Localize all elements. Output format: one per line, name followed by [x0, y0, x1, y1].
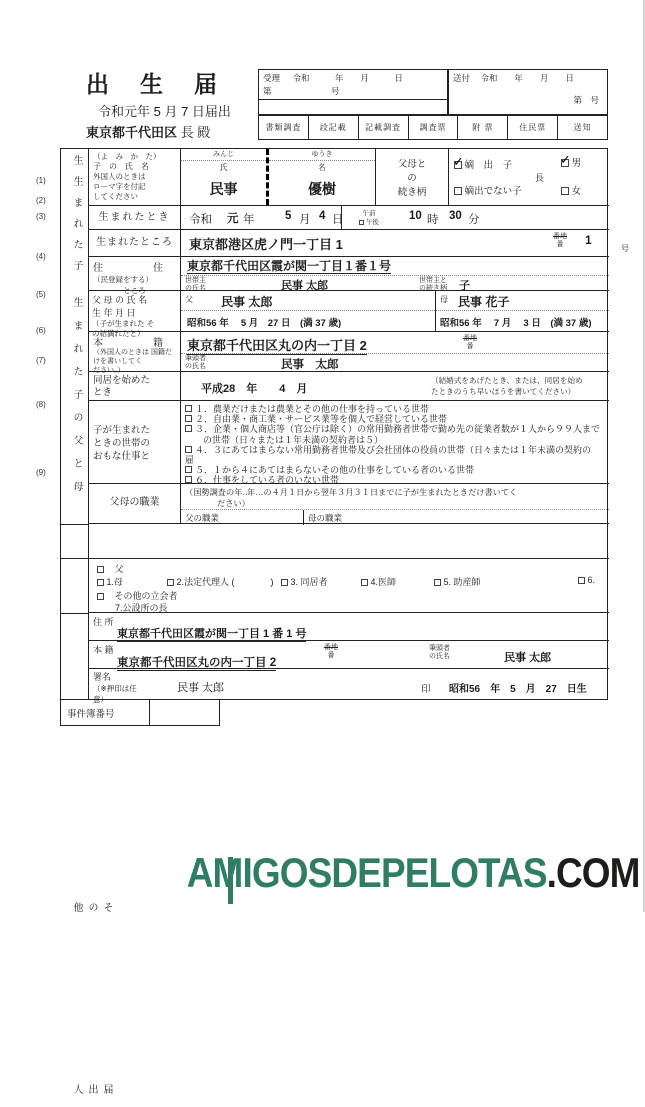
- item-number: (8): [36, 400, 46, 409]
- registrant-label: 筆頭者 の氏名: [185, 355, 206, 371]
- not-legitimate-option: 嫡出でない子: [454, 183, 522, 197]
- household-work-label: 子が生まれた ときの世帯の おもな仕事と: [89, 401, 181, 483]
- section-label-parents: 生まれた子の父と母: [71, 297, 82, 504]
- item-number: (6): [36, 326, 46, 335]
- witness-cohabitant-checkbox[interactable]: [281, 579, 288, 586]
- father-occupation: 父の職業: [185, 513, 220, 523]
- brand-logo-green: AMIGOSDEPELOTAS: [187, 849, 548, 896]
- witness-option: 4.医師: [361, 575, 396, 588]
- receipt-number: 第 号: [263, 86, 340, 96]
- householder-relation-label: 世帯主と の続き柄: [419, 277, 447, 293]
- legitimate-option: ✓ 嫡 出 子: [454, 157, 512, 171]
- born-where-value-cell: [181, 230, 629, 256]
- mother-name: 民事 花子: [458, 295, 510, 309]
- go-label: 号: [621, 244, 629, 253]
- householder-relation-value: 子: [459, 280, 470, 292]
- item-number: (1): [36, 176, 46, 185]
- row-parents-occupation: [89, 484, 609, 524]
- male-checkbox[interactable]: [561, 159, 569, 167]
- declarant-domicile-value: 東京都千代田区丸の内一丁目 2: [117, 654, 276, 671]
- witness-public-office: 7.公設所の長: [115, 603, 168, 613]
- work-checkbox-5[interactable]: [185, 466, 192, 473]
- work-checkbox-3[interactable]: [185, 425, 192, 432]
- stamp-cell: 記載調査: [359, 116, 409, 139]
- work-checkbox-1[interactable]: [185, 405, 192, 412]
- mother-name-row: [436, 291, 609, 311]
- declarant-address-value: 東京都千代田区霞が関一丁目 1 番 1 号: [117, 625, 306, 642]
- filing-date: 令和元年 5 月 7 日届出: [98, 104, 231, 119]
- child-given-name-cell: [269, 149, 376, 205]
- occupation-content: [181, 484, 609, 523]
- row-parents: [89, 291, 609, 338]
- family-name-value: 民事: [209, 181, 238, 197]
- family-name-furigana: みんじ: [181, 149, 266, 161]
- section-label-other: その他: [71, 902, 112, 913]
- address-label: 住 住 （民登録をする） ところ: [89, 257, 181, 290]
- born-when-value: 令和 元 年 5 月 4 日 午前 午後 10 時 30 分: [181, 206, 609, 229]
- domicile-value: 東京都千代田区丸の内一丁目 2: [187, 335, 367, 355]
- declarant-domicile-content: [89, 641, 609, 668]
- item-number: (3): [36, 212, 46, 221]
- witness-option: 5. 助産師: [434, 575, 481, 588]
- witness-doctor-checkbox[interactable]: [361, 579, 368, 586]
- father-cell: [181, 291, 436, 331]
- householder-label: 世帯主 の氏名: [185, 277, 206, 293]
- mother-label: 母: [440, 295, 448, 304]
- witness-options-line: [89, 575, 609, 588]
- item-number: (2): [36, 196, 46, 205]
- row-declarant-domicile: [89, 641, 609, 669]
- am-pm-cell: [341, 206, 396, 229]
- item-number: (9): [36, 468, 46, 477]
- witness-father-checkbox[interactable]: [97, 566, 104, 573]
- stamp-boxes: [258, 115, 608, 140]
- signature-label: 署名 （※押印は任 意）: [93, 672, 137, 704]
- address-value-row: [181, 257, 609, 276]
- work-option-continuation: 雇: [185, 455, 195, 466]
- row-household-work: [89, 401, 609, 484]
- parents-label: 父 母 の 氏 名 生 年 月 日 （子が生まれた そ の結満れたと）: [89, 291, 181, 331]
- item-number: (5): [36, 290, 46, 299]
- work-option: ４．３にあてはまらない常用勤務者世帯及び会社団体の役員の世帯（日々または１年未満の契約の: [185, 445, 607, 455]
- row-declarant-signature: [89, 669, 609, 704]
- not-legitimate-checkbox[interactable]: [454, 187, 462, 195]
- form-title: 出 生 届: [86, 71, 221, 97]
- witness-father-option: 父: [97, 562, 124, 575]
- addressee-suffix: 長 殿: [180, 125, 211, 140]
- witness-other-option: その他の立会者: [97, 589, 178, 602]
- stamp-cell: 住民票: [508, 116, 558, 139]
- mother-occupation: 母の職業: [303, 510, 609, 525]
- work-checkbox-4[interactable]: [185, 446, 192, 453]
- cohabitation-value: 平成28 年 4 月: [201, 383, 308, 395]
- occupation-label: 父母の職業: [89, 484, 181, 523]
- father-name: 民事 太郎: [221, 295, 273, 309]
- stamp-cell: 送知: [573, 123, 592, 132]
- witness-other-checkbox[interactable]: [97, 593, 104, 600]
- case-number-label: 事件簿番号: [67, 709, 115, 720]
- witness-content: [89, 559, 609, 612]
- work-checkbox-2[interactable]: [185, 415, 192, 422]
- female-checkbox[interactable]: [561, 187, 569, 195]
- row-cohabitation: [89, 372, 609, 401]
- work-option: ５．１から４にあてはまらないその他の仕事をしている者のいる世帯: [185, 465, 607, 475]
- father-birthdate: 昭和56 年 5 月 27 日 (満 37 歳): [187, 318, 342, 329]
- row-declarant-address: [89, 613, 609, 641]
- household-work-options: [181, 401, 609, 486]
- row-born-where: [89, 230, 629, 257]
- sent-number: 第 号: [573, 95, 599, 105]
- work-option: ２．自由業・商工業・サービス業等を個人で経営している世帯: [185, 414, 607, 424]
- mother-cell: [436, 291, 609, 331]
- addressee-city: 東京都千代田区: [86, 125, 178, 140]
- receipt-line: [263, 72, 443, 84]
- declarant-birthdate: 昭和56 年 5 月 27 日生: [449, 684, 587, 695]
- legitimacy-sex-cell: [449, 149, 609, 205]
- work-option: １．農業だけまたは農業とその他の仕事を持っている世帯: [185, 404, 607, 414]
- sent-box: [448, 69, 608, 115]
- stamp-cell: 段記載: [309, 116, 359, 139]
- declarant-address-label: 住 所: [93, 617, 114, 627]
- am-label: 午前: [362, 210, 376, 217]
- declarant-signature-content: [89, 669, 609, 704]
- stamp-cell: 調査票: [409, 116, 459, 139]
- declarant-address-content: [89, 613, 609, 640]
- receipt-label: 受理: [263, 73, 281, 83]
- witness-6-checkbox[interactable]: [578, 577, 585, 584]
- declarant-domicile-label: 本 籍: [93, 645, 114, 655]
- family-name-label: 氏: [219, 163, 228, 172]
- receipt-box: [258, 69, 448, 115]
- born-where-label: 生まれたところ: [89, 230, 181, 256]
- given-name-value: 優樹: [308, 181, 336, 197]
- father-label: 父: [185, 295, 193, 304]
- occupation-note: （国勢調査の年… 年…の４月１日から翌年３月３１日までに子が生まれたときだけ書いてく ださい）: [185, 488, 518, 508]
- signature-value: 民事 太郎: [177, 682, 225, 694]
- seal-label: 印: [421, 684, 431, 695]
- witness-mother-checkbox[interactable]: [97, 579, 104, 586]
- sent-label: 送付: [453, 73, 471, 83]
- row-address: [89, 257, 609, 295]
- section-label-child: 生生まれた子: [71, 155, 82, 281]
- row-other: [89, 524, 609, 559]
- occupation-fields: [181, 509, 609, 525]
- banchi-ban-stack: 番地 番: [324, 644, 338, 660]
- addressee: [86, 122, 210, 141]
- banchi-ban-stack: 番地 番: [463, 335, 477, 351]
- address-content: [181, 257, 609, 293]
- item-number: (7): [36, 356, 46, 365]
- given-name-furigana: ゆうき: [269, 149, 375, 161]
- receipt-empty-cell: [259, 100, 447, 114]
- cohabitation-note: （結婚式をあげたとき、または、同居を始め たときのうち早いほうを書いてください）: [431, 376, 583, 396]
- declarant-registrant-name: 民事 太郎: [504, 652, 552, 664]
- witness-legal-rep-checkbox[interactable]: [167, 579, 174, 586]
- domicile-label: 本 籍 （外国人のときは 国籍だ けを書いしてく ださい。）: [89, 332, 181, 371]
- registrant-name: 民事 太郎: [281, 359, 339, 371]
- banchi-ban-stack: 番地 番: [553, 233, 567, 249]
- sent-line: [453, 72, 603, 84]
- section-label-declarant: 届出人: [71, 1084, 112, 1107]
- sent-date: 令和 年 月 日: [480, 73, 574, 83]
- case-number-box: [60, 699, 220, 726]
- work-option: ６．仕事をしている者のいない世帯: [185, 475, 607, 485]
- row-born-when: [89, 206, 609, 230]
- domicile-value-row: [181, 332, 609, 354]
- born-when-label: 生まれたとき: [89, 206, 181, 229]
- householder-name: 民事 太郎: [281, 280, 329, 292]
- born-where-number: 1: [585, 233, 592, 247]
- cohabitation-label: 同居を始めた とき: [89, 372, 181, 400]
- pm-option: 午後: [342, 217, 396, 226]
- pm-checkbox[interactable]: [359, 220, 364, 225]
- witness-midwife-checkbox[interactable]: [434, 579, 441, 586]
- female-option: 女: [561, 183, 581, 197]
- cohabitation-content: [181, 372, 609, 400]
- brand-logo: [187, 849, 640, 897]
- declarant-registrant-label: 筆頭者 の氏名: [429, 645, 450, 661]
- stamp-cell: 書類調査: [259, 116, 309, 139]
- child-family-name-cell: [181, 149, 269, 205]
- relation-to-parents-cell: 父母と の 続き柄: [376, 149, 449, 205]
- mother-birthdate: 昭和56 年 7 月 3 日 (満 37 歳): [440, 318, 592, 329]
- work-checkbox-6[interactable]: [185, 476, 192, 483]
- stamp-cell: 附 票: [458, 116, 508, 139]
- witness-option: 3. 同居者: [281, 575, 328, 588]
- domicile-content: [181, 332, 609, 371]
- witness-option: 2.法定代理人 ( ): [167, 575, 274, 588]
- item-number: (4): [36, 252, 46, 261]
- case-number-field: [149, 700, 219, 725]
- row-witness: [89, 559, 609, 613]
- householder-row: [181, 276, 609, 291]
- work-option: ３．企業・個人商店等（官公庁は除く）の常用勤務者世帯で勤め先の従業者数が１人から９９人まで: [185, 424, 607, 434]
- witness-option: 6.: [578, 575, 595, 585]
- male-option: ✓ 男: [561, 155, 581, 169]
- birth-order-label: 長: [535, 173, 545, 183]
- row-domicile: [89, 332, 609, 372]
- born-where-value: 東京都港区虎ノ門一丁目 1: [189, 237, 343, 252]
- legitimate-checkbox[interactable]: [454, 161, 462, 169]
- child-name-note: （よ み か た） 子 の 氏 名 外国人のときは ローマ字を付記 してください: [89, 149, 181, 205]
- address-value: 東京都千代田区霞が関一丁目１番１号: [187, 259, 392, 273]
- given-name-label: 名: [318, 163, 326, 172]
- row-child-name: [89, 149, 609, 206]
- father-name-row: [181, 291, 435, 311]
- receipt-date: 令和 年 月 日: [292, 73, 403, 83]
- registrant-row: [181, 354, 609, 371]
- work-option-continuation: の世帯（日々または１年未満の契約者は５）: [185, 434, 384, 445]
- witness-option: 1.母: [97, 575, 123, 588]
- brand-logo-dark: .COM: [547, 849, 640, 896]
